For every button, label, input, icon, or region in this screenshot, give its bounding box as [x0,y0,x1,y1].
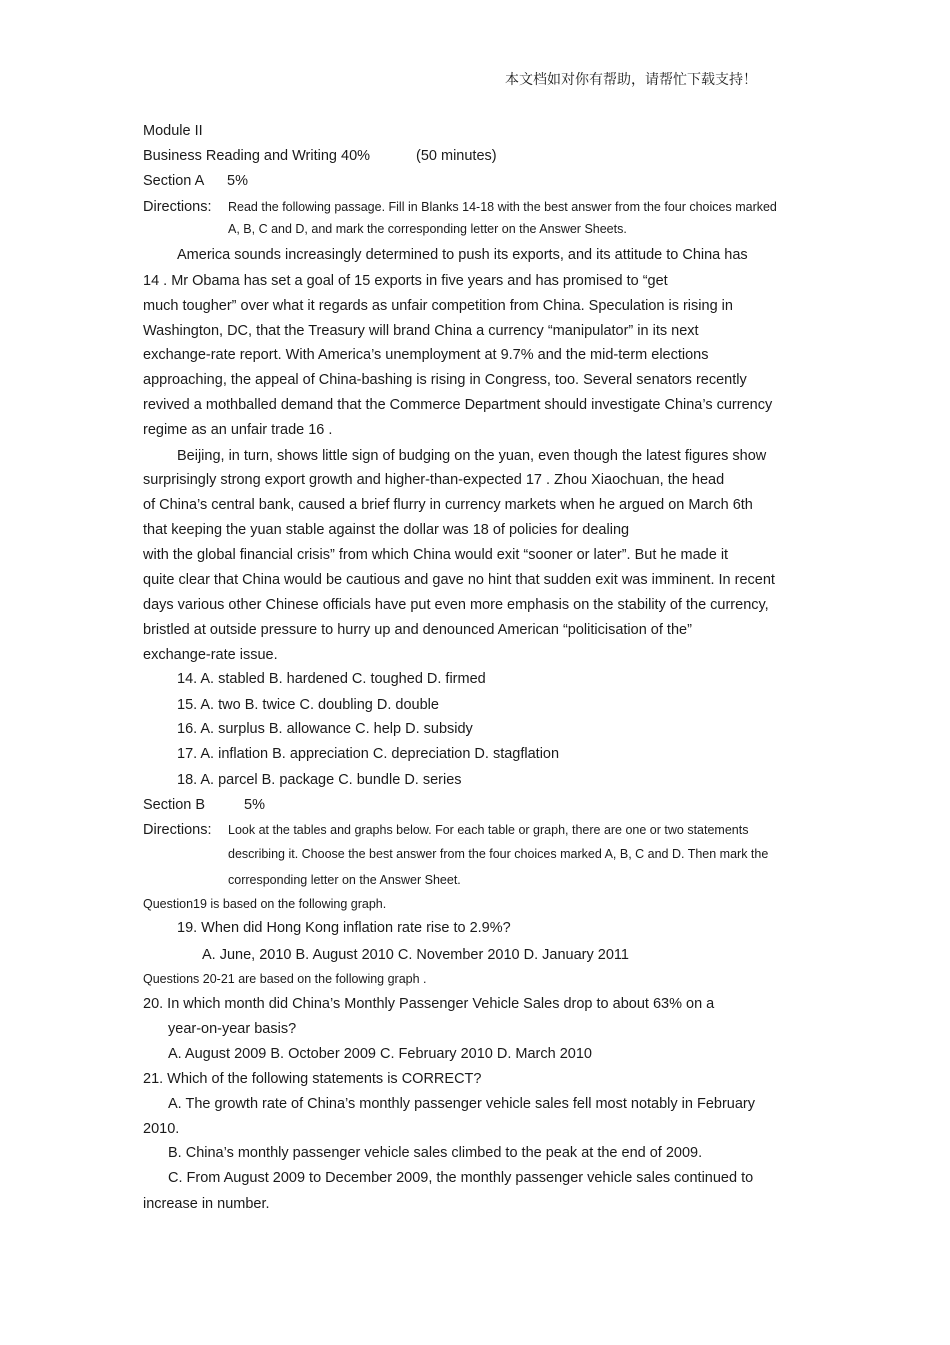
passage-line: quite clear that China would be cautious and gave no hint that sudden exit was imminent. In recent [143,572,775,588]
passage-line: bristled at outside pressure to hurry up and denounced American “politicisation of the” [143,622,692,638]
q21-option-c: increase in number. [143,1196,270,1212]
part-time: (50 minutes) [416,148,497,164]
passage-line: much tougher” over what it regards as unfair competition from China. Speculation is rising in [143,298,733,314]
section-a-weight: 5% [227,173,248,189]
q19-intro: Question19 is based on the following graph. [143,897,387,911]
q21-text: 21. Which of the following statements is CORRECT? [143,1071,482,1087]
q19-options: A. June, 2010 B. August 2010 C. November 2010 D. January 2011 [202,947,629,963]
passage-line: America sounds increasingly determined to push its exports, and its attitude to China has [177,247,748,263]
q21-option-a: 2010. [143,1121,180,1137]
section-b-directions: corresponding letter on the Answer Sheet. [228,873,461,887]
q20-text: 20. In which month did China’s Monthly Passenger Vehicle Sales drop to about 63% on a [143,996,715,1012]
part-title: Business Reading and Writing 40% [143,148,371,164]
section-a-directions: Read the following passage. Fill in Blanks 14-18 with the best answer from the four choices marked [228,200,777,214]
section-b-label: Section B [143,797,206,813]
passage-line: days various other Chinese officials have put even more emphasis on the stability of the currency, [143,597,769,613]
q19-text: 19. When did Hong Kong inflation rate rise to 2.9%? [177,920,511,936]
q21-option-b: B. China’s monthly passenger vehicle sales climbed to the peak at the end of 2009. [168,1145,703,1161]
option-line: 17. A. inflation B. appreciation C. depreciation D. stagflation [177,746,560,762]
section-a-directions-label: Directions: [143,199,212,215]
option-line: 16. A. surplus B. allowance C. help D. subsidy [177,721,473,737]
passage-line: revived a mothballed demand that the Commerce Department should investigate China’s currency [143,397,773,413]
section-b-weight: 5% [244,797,265,813]
q20-options: A. August 2009 B. October 2009 C. February 2010 D. March 2010 [168,1046,592,1062]
q20-intro: Questions 20-21 are based on the following graph . [143,972,427,986]
passage-line: regime as an unfair trade 16 . [143,422,333,438]
header-note: 本文档如对你有帮助，请帮忙下载支持！ [505,72,757,88]
passage-line: Beijing, in turn, shows little sign of budging on the yuan, even though the latest figures show [177,448,767,464]
section-b-directions-label: Directions: [143,822,212,838]
option-line: 18. A. parcel B. package C. bundle D. series [177,772,462,788]
module-title: Module II [143,123,203,139]
section-b-directions: Look at the tables and graphs below. For each table or graph, there are one or two statements [228,823,749,837]
section-b-directions: describing it. Choose the best answer from the four choices marked A, B, C and D. Then mark the [228,847,769,861]
passage-line: surprisingly strong export growth and higher-than-expected 17 . Zhou Xiaochuan, the head [143,472,725,488]
option-line: 14. A. stabled B. hardened C. toughed D. firmed [177,671,486,687]
q21-option-c: C. From August 2009 to December 2009, the monthly passenger vehicle sales continued to [168,1170,754,1186]
passage-line: approaching, the appeal of China-bashing is rising in Congress, too. Several senators recently [143,372,747,388]
passage-line: exchange-rate report. With America’s unemployment at 9.7% and the mid-term elections [143,347,709,363]
option-line: 15. A. two B. twice C. doubling D. double [177,697,439,713]
passage-line: of China’s central bank, caused a brief flurry in currency markets when he argued on March 6th [143,497,753,513]
passage-line: with the global financial crisis” from which China would exit “sooner or later”. But he made it [143,547,729,563]
q21-option-a: A. The growth rate of China’s monthly passenger vehicle sales fell most notably in February [168,1096,756,1112]
section-a-label: Section A [143,173,205,189]
passage-line: Washington, DC, that the Treasury will brand China a currency “manipulator” in its next [143,323,699,339]
passage-line: that keeping the yuan stable against the dollar was 18 of policies for dealing [143,522,630,538]
section-a-directions: A, B, C and D, and mark the corresponding letter on the Answer Sheets. [228,222,627,236]
passage-line: 14 . Mr Obama has set a goal of 15 exports in five years and has promised to “get [143,273,668,289]
q20-text: year-on-year basis? [168,1021,297,1037]
passage-line: exchange-rate issue. [143,647,278,663]
